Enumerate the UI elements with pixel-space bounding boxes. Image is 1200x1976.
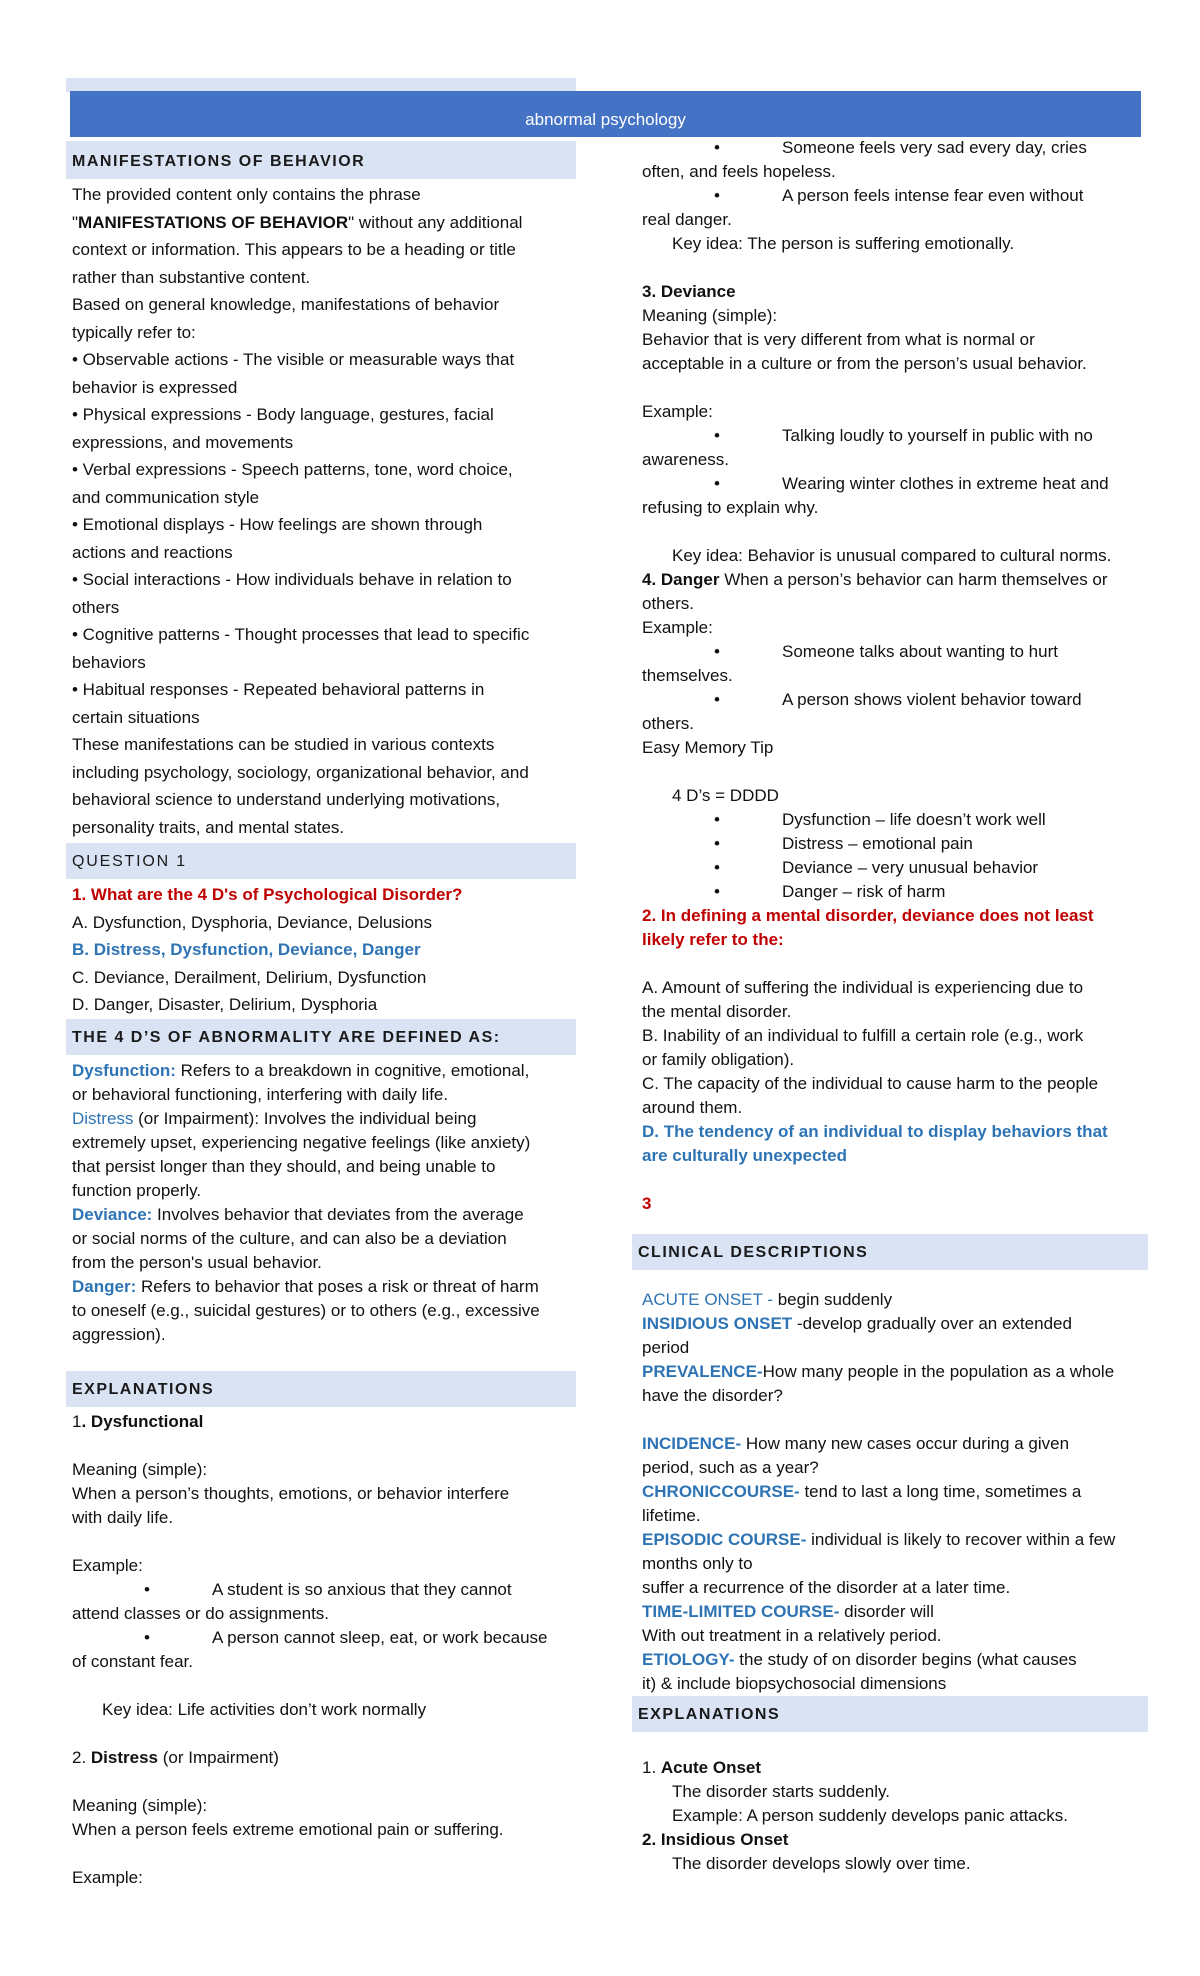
manifestations-heading: MANIFESTATIONS OF BEHAVIOR [66,141,576,179]
page-title: abnormal psychology [525,110,686,129]
text-line: Example: A person suddenly develops panic attacks. [672,1806,1068,1825]
text-line: lifetime. [642,1506,701,1525]
key-idea: Key idea: Life activities don’t work normally [102,1699,427,1719]
subheading: 2. Insidious Onset [642,1830,789,1849]
text-span: How many new cases occur during a given [741,1434,1070,1453]
text-line: period [642,1338,690,1357]
bullet-icon: • [714,690,720,709]
term: ETIOLOGY- [642,1650,735,1669]
text-line [636,1360,1148,1384]
text-span: are culturally unexpected [642,1146,848,1165]
bullet-icon: • [714,426,720,445]
text-line: Example: [72,1867,143,1887]
bullet-icon: • [714,858,720,877]
text-span: Danger – risk of harm [782,882,946,901]
text-line: to oneself (e.g., suicidal gestures) or to others (e.g., excessive [72,1300,540,1320]
text-line: acceptable in a culture or from the person’s usual behavior. [642,354,1087,373]
answer-option [636,976,1148,1024]
bullet-icon: • [714,474,720,493]
term: INSIDIOUS ONSET [642,1314,793,1333]
header-band [66,78,576,92]
term: Danger: [72,1276,137,1296]
text-line: Easy Memory Tip [642,738,774,757]
text-span: C. The capacity of the individual to cause harm to the people [642,1074,1099,1093]
text-line [66,1107,576,1131]
quote-mark: " [72,212,79,232]
bullet-item [66,1626,576,1674]
text-span: the study of on disorder begins (what causes [734,1650,1077,1669]
title: Acute Onset [660,1758,762,1777]
list-item-line: • Social interactions - How individuals behave in relation to [72,570,512,589]
list-item-line: actions and reactions [72,542,233,562]
explanations-body [66,1410,576,1890]
page-title-banner [70,91,1141,137]
text-line: context or information. This appears to be a heading or title [72,240,516,259]
text-span: real danger. [642,210,732,229]
answer-option [636,1072,1148,1120]
bullet-item [636,472,1148,520]
bullet-item [636,424,1148,472]
list-item [66,621,576,676]
text-span: A. Amount of suffering the individual is experiencing due to [642,978,1084,997]
text-span: A person shows violent behavior toward [782,690,1082,709]
right-body-top [636,136,1148,1216]
text-line: With out treatment in a relatively period. [642,1626,942,1645]
text-line [66,1059,576,1083]
bullet-item [636,136,1148,184]
subheading [66,1410,576,1434]
text-span: Distress – emotional pain [782,834,973,853]
text-line: period, such as a year? [642,1458,819,1477]
list-item [66,456,576,511]
bullet-icon: • [714,834,720,853]
text-line [636,1600,1148,1624]
text-span: refusing to explain why. [642,498,819,517]
right-column [636,136,1148,1876]
text-line [636,1288,1148,1312]
list-item-line: • Emotional displays - How feelings are shown through [72,515,483,534]
term: ACUTE ONSET [642,1290,763,1309]
text-line: or social norms of the culture, and can also be a deviation [72,1228,507,1248]
text-span: Wearing winter clothes in extreme heat and [782,474,1109,493]
text-span: Someone feels very sad every day, cries [782,138,1087,157]
bullet-item [636,640,1148,688]
list-item-line: behaviors [72,652,146,672]
explanations-right-body [636,1756,1148,1876]
text-line: from the person's usual behavior. [72,1252,322,1272]
term: INCIDENCE- [642,1434,742,1453]
question-text: 1. What are the 4 D's of Psychological Disorder? [72,885,463,904]
term: Deviance: [72,1204,153,1224]
text-line [636,1528,1148,1552]
text-span: of constant fear. [72,1651,193,1671]
text-span: Deviance – very unusual behavior [782,858,1039,877]
list-item-line: and communication style [72,487,260,507]
subheading [66,1746,576,1770]
list-item-line: • Cognitive patterns - Thought processes that lead to specific [72,625,530,644]
text-span: A person cannot sleep, eat, or work because [212,1627,548,1647]
bold-phrase: MANIFESTATIONS OF BEHAVIOR [78,212,349,232]
text-span: around them. [642,1098,743,1117]
text-line: rather than substantive content. [72,267,311,287]
text-span: attend classes or do assignments. [72,1603,330,1623]
quote-mark: " [348,212,355,232]
bullet-icon: • [714,810,720,829]
text-span: themselves. [642,666,733,685]
subheading [636,1756,1148,1780]
clinical-body [636,1288,1148,1696]
text-line [66,209,576,237]
text-line: Based on general knowledge, manifestations of behavior [72,295,500,314]
text-line: Meaning (simple): [72,1795,208,1815]
text-line: have the disorder? [642,1386,783,1405]
text-span: Refers to a breakdown in cognitive, emotional, [175,1060,530,1080]
text-span: often, and feels hopeless. [642,162,836,181]
text-span: awareness. [642,450,729,469]
bullet-icon: • [714,882,720,901]
text-line: months only to [642,1554,753,1573]
text-line: The disorder starts suddenly. [672,1782,890,1801]
bullet-item [636,808,1148,832]
text-span: B. Inability of an individual to fulfill a certain role (e.g., work [642,1026,1084,1045]
bullet-item [636,880,1148,904]
text-line: it) & include biopsychosocial dimensions [642,1674,947,1693]
text-line: Example: [72,1555,143,1575]
text-line: including psychology, sociology, organizational behavior, and [72,762,529,782]
text-span: -develop gradually over an extended [792,1314,1072,1333]
text-span: Refers to behavior that poses a risk or threat of harm [136,1276,539,1296]
key-idea: Key idea: The person is suffering emotionally. [672,234,1015,253]
list-item-line: • Physical expressions - Body language, gestures, facial [72,405,494,424]
question-text: 2. In defining a mental disorder, deviance does not least [642,906,1094,925]
explanations-heading-right: EXPLANATIONS [632,1696,1148,1732]
text-span: Dysfunction – life doesn’t work well [782,810,1046,829]
text-line [66,1203,576,1227]
text-span: Involves behavior that deviates from the average [152,1204,524,1224]
text-span: disorder will [839,1602,934,1621]
left-column [66,141,576,1890]
text-span: without any additional [354,212,523,232]
text-line: others. [642,594,694,613]
text-line: When a person feels extreme emotional pain or suffering. [72,1819,504,1839]
four-ds-heading: THE 4 D’S OF ABNORMALITY ARE DEFINED AS: [66,1019,576,1055]
text-span: individual is likely to recover within a few [806,1530,1116,1549]
text-line: typically refer to: [72,322,196,342]
text-line [636,1312,1148,1336]
title: 4. Danger [642,570,720,589]
text-span: others. [642,714,694,733]
text-span: Talking loudly to yourself in public with no [782,426,1093,445]
answer-option: A. Dysfunction, Dysphoria, Deviance, Delusions [72,912,432,932]
text-span: begin suddenly [772,1290,893,1309]
term: TIME-LIMITED COURSE- [642,1602,840,1621]
text-line: aggression). [72,1324,166,1344]
text-line: Behavior that is very different from what is normal or [642,330,1035,349]
text-line: Example: [642,618,713,637]
text-line: Meaning (simple): [642,306,778,325]
list-item-line: • Verbal expressions - Speech patterns, tone, word choice, [72,460,513,479]
answer-option: D. Danger, Disaster, Delirium, Dysphoria [72,995,378,1014]
text-line: behavioral science to understand underlying motivations, [72,790,501,809]
list-item [66,676,576,731]
text-line: extremely upset, experiencing negative feelings (like anxiety) [72,1132,531,1152]
text-line [636,1432,1148,1456]
text-line: that persist longer than they should, and being unable to [72,1156,496,1176]
bullet-item [636,832,1148,856]
term-dash: - [762,1290,773,1309]
term: EPISODIC COURSE- [642,1530,807,1549]
term: Distress [72,1108,134,1128]
text-line [66,1275,576,1299]
text-span: tend to last a long time, sometimes a [799,1482,1082,1501]
text-span: A student is so anxious that they cannot [212,1579,512,1599]
text-line: The disorder develops slowly over time. [672,1854,971,1873]
correct-answer-option [636,1120,1148,1168]
text-span: (or Impairment): Involves the individual being [133,1108,477,1128]
text-line: with daily life. [72,1507,174,1527]
text-span: A person feels intense fear even without [782,186,1084,205]
text-span: or family obligation). [642,1050,795,1069]
manifestations-body [66,181,576,841]
text-line: function properly. [72,1180,202,1200]
number: 1 [72,1411,82,1431]
title: . Dysfunctional [81,1411,204,1431]
text-line [636,1648,1148,1672]
bullet-icon: • [714,138,720,157]
explanations-heading: EXPLANATIONS [66,1371,576,1407]
subheading: 3. Deviance [642,282,736,301]
list-item-line: others [72,597,120,617]
list-item-line: • Habitual responses - Repeated behavioral patterns in [72,680,485,699]
four-ds-body [66,1059,576,1347]
list-item [66,566,576,621]
text-line: The provided content only contains the phrase [72,185,421,204]
answer-option [636,1024,1148,1072]
text-line: Example: [642,402,713,421]
bullet-icon: • [714,186,720,205]
text-span: D. The tendency of an individual to display behaviors that [642,1122,1108,1141]
bullet-icon: • [144,1579,150,1599]
clinical-descriptions-heading: CLINICAL DESCRIPTIONS [632,1234,1148,1270]
text-span: the mental disorder. [642,1002,792,1021]
bullet-item [636,688,1148,736]
title: Distress [90,1747,159,1767]
bullet-icon: • [144,1627,150,1647]
question1-heading: QUESTION 1 [66,843,576,879]
text-line: suffer a recurrence of the disorder at a later time. [642,1578,1011,1597]
bullet-icon: • [714,642,720,661]
text-line: These manifestations can be studied in various contexts [72,735,495,754]
text-line: or behavioral functioning, interfering with daily life. [72,1084,449,1104]
text-span: When a person’s behavior can harm themselves or [719,570,1108,589]
list-item [66,511,576,566]
text-line [636,568,1148,592]
answer-option: C. Deviance, Derailment, Delirium, Dysfunction [72,967,427,987]
key-idea: Key idea: Behavior is unusual compared to cultural norms. [672,546,1112,565]
list-item-line: behavior is expressed [72,377,238,397]
text-line: 4 D’s = DDDD [672,786,779,805]
bullet-item [66,1578,576,1626]
text-span: Someone talks about wanting to hurt [782,642,1058,661]
list-item-line: expressions, and movements [72,432,294,452]
bullet-item [636,184,1148,232]
term: CHRONICCOURSE- [642,1482,800,1501]
term: PREVALENCE- [642,1362,763,1381]
list-item [66,346,576,401]
question-text: likely refer to the: [642,930,784,949]
correct-answer-option: B. Distress, Dysfunction, Deviance, Danger [72,940,421,959]
question1-body [66,881,576,1019]
text-span: How many people in the population as a whole [762,1362,1115,1381]
bullet-item [636,856,1148,880]
list-item [66,401,576,456]
number: 1. [642,1758,661,1777]
list-item-line: • Observable actions - The visible or measurable ways that [72,350,515,369]
text-line: When a person’s thoughts, emotions, or behavior interfere [72,1483,510,1503]
list-item-line: certain situations [72,707,200,727]
page-number: 3 [642,1194,652,1213]
number: 2. [72,1747,91,1767]
text-span: (or Impairment) [158,1747,279,1767]
term: Dysfunction: [72,1060,176,1080]
text-line: Meaning (simple): [72,1459,208,1479]
text-line [636,1480,1148,1504]
text-line: personality traits, and mental states. [72,817,345,837]
